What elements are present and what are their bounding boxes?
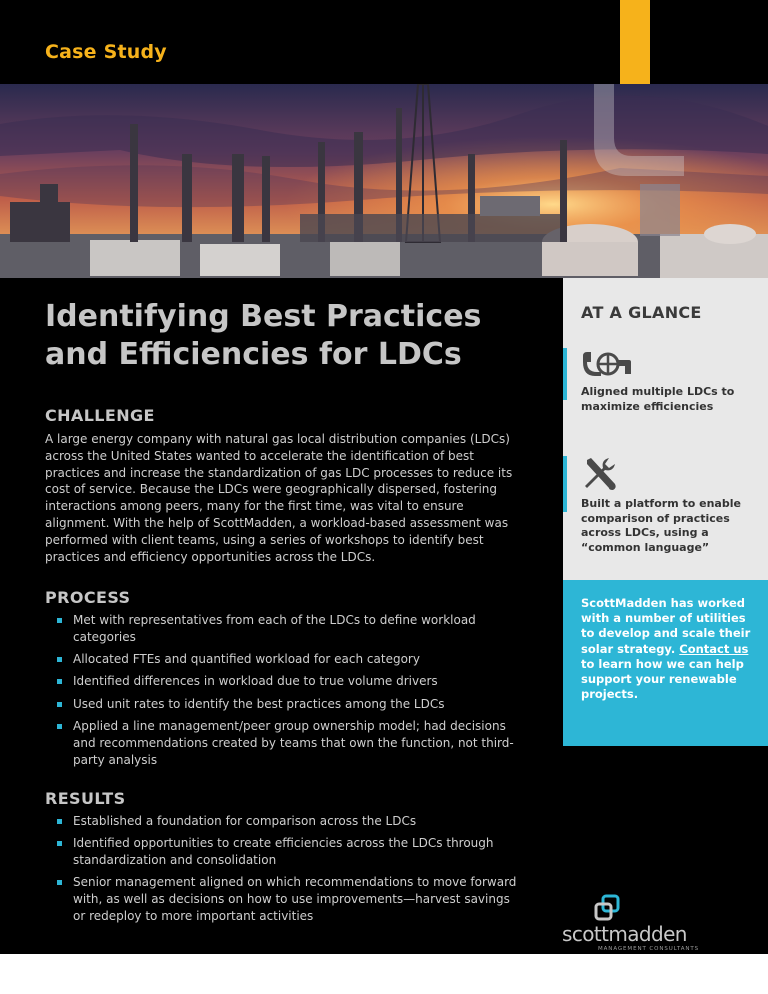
logo-mark-icon	[594, 894, 622, 922]
document-type-label: Case Study	[45, 41, 167, 63]
bullet-marker	[57, 880, 62, 885]
bullet-marker	[57, 724, 62, 729]
bullet-marker	[57, 819, 62, 824]
list-item-text: Senior management aligned on which recommendations to move forward with, as well as decisions on how to use improvements—harvest savings or redeploy to more important activities	[73, 875, 517, 923]
contact-callout	[563, 580, 768, 746]
hero-refinery-image	[0, 84, 768, 278]
callout-text	[581, 596, 753, 702]
bullet-marker	[57, 702, 62, 707]
list-item	[57, 813, 525, 830]
callout-text-outro: to learn how we can help support your renewable projects.	[581, 656, 744, 702]
list-item-text: Met with representatives from each of the LDCs to define workload categories	[73, 613, 476, 644]
at-a-glance-heading: AT A GLANCE	[581, 303, 702, 322]
challenge-text: A large energy company with natural gas local distribution companies (LDCs) across the United States wanted to accelerate the identification of best practices and increase the standardization of gas LDC processes to reduce its cost of service. Because the LDCs were geographically dispersed, fostering interactions among peers, many for the first time, was vital to ensure alignment. With the help of ScottMadden, a workload-based assessment was performed with client teams, using a series of workshops to identify best practices and efficiency opportunities across the LDCs.	[45, 432, 513, 564]
logo-tagline: MANAGEMENT CONSULTANTS	[598, 946, 700, 952]
list-item-text: Established a foundation for comparison across the LDCs	[73, 814, 417, 828]
logo-wordmark: scottmadden	[562, 922, 687, 946]
panel-accent-bar	[563, 456, 567, 512]
contact-us-link[interactable]: Contact us	[679, 641, 749, 656]
pipeline-valve-icon	[581, 350, 633, 378]
bullet-marker	[57, 679, 62, 684]
process-list	[57, 612, 525, 774]
list-item	[57, 696, 525, 713]
list-item-text: Used unit rates to identify the best practices among the LDCs	[73, 696, 445, 711]
glance-item-text: Aligned multiple LDCs to maximize efficiencies	[581, 385, 735, 413]
list-item	[57, 651, 525, 668]
list-item-text: Identified opportunities to create efficiencies across the LDCs through standardization and consolidation	[73, 836, 494, 868]
list-item-text: Applied a line management/peer group ownership model; had decisions and recommendations created by teams that own the function, not third-party analysis	[73, 718, 514, 767]
bullet-marker	[57, 618, 62, 623]
list-item	[57, 718, 525, 768]
list-item-text: Identified differences in workload due to true volume drivers	[73, 674, 438, 689]
list-item	[57, 835, 525, 869]
bullet-marker	[57, 841, 62, 846]
list-item-text: Allocated FTEs and quantified workload for each category	[73, 652, 420, 667]
challenge-heading: CHALLENGE	[45, 406, 155, 425]
process-heading: PROCESS	[45, 588, 131, 607]
tools-icon	[581, 456, 619, 492]
scottmadden-logo	[560, 894, 710, 952]
bullet-marker	[57, 657, 62, 662]
list-item	[57, 874, 525, 924]
list-item	[57, 673, 525, 690]
callout-text-intro: ScottMadden has worked with a number of utilities to develop and scale their solar strategy.	[581, 596, 751, 656]
glance-item-text: Built a platform to enable comparison of practices across LDCs, using a “common language”	[581, 497, 741, 554]
at-a-glance-panel	[563, 278, 768, 580]
results-list	[57, 813, 525, 930]
page-title: Identifying Best Practices and Efficiencies for LDCs	[45, 299, 482, 372]
results-heading: RESULTS	[45, 789, 126, 808]
list-item	[57, 612, 525, 646]
panel-accent-bar	[563, 348, 567, 400]
